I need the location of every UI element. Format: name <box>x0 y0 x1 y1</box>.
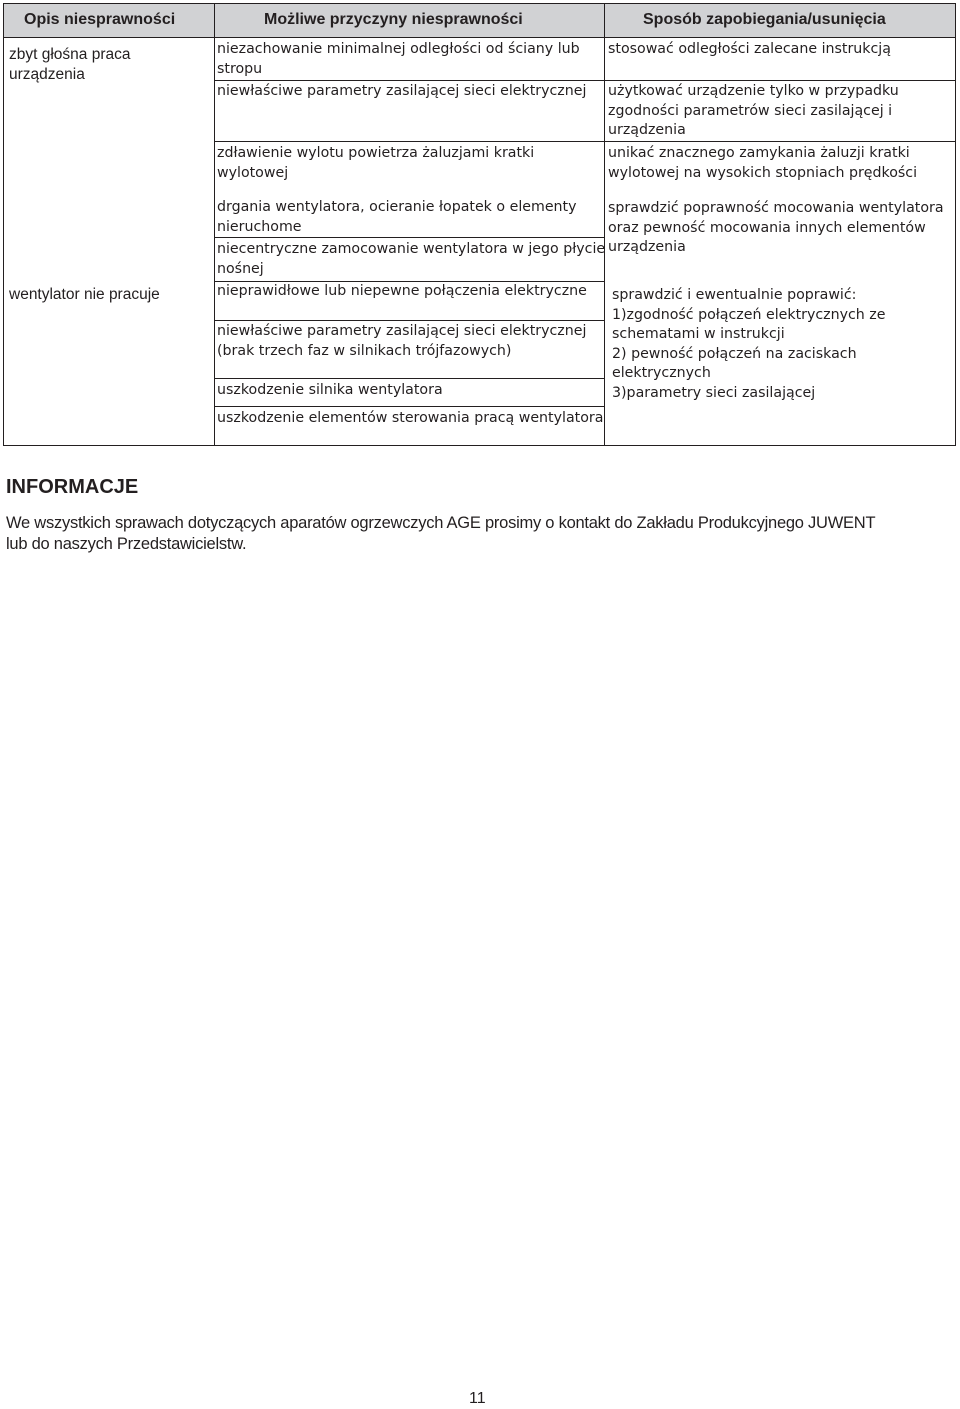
table-border-col1 <box>214 3 215 446</box>
cause-missing-phases: niewłaściwe parametry zasilającej sieci elektrycznej (brak trzech faz w silnikach trójfazowych) <box>217 323 587 359</box>
rule-cause-8 <box>214 406 605 407</box>
table-border-header-bottom <box>3 37 956 38</box>
cause-control-damage: uszkodzenie elementów sterowania pracą wentylatora <box>217 410 604 426</box>
table-border-bottom <box>3 445 956 446</box>
rule-cause-1 <box>214 80 605 81</box>
cause-off-center-mounting: niecentryczne zamocowanie wentylatora w jego płycie nośnej <box>217 241 606 277</box>
page-number: 11 <box>469 1390 486 1407</box>
remedy-use-matching-power: użytkować urządzenie tylko w przypadku zgodności parametrów sieci zasilającej i urządzenia <box>608 83 899 139</box>
rule-remedy-2 <box>604 141 956 142</box>
rule-cause-2 <box>214 141 605 142</box>
remedy-avoid-closing-louvres: unikać znacznego zamykania żaluzji kratki wylotowej na wysokich stopniach prędkości <box>608 145 918 181</box>
table-border-col2 <box>604 3 605 446</box>
cause-fan-vibration: drgania wentylatora, ocieranie łopatek o elementy nieruchome <box>217 199 577 235</box>
header-description: Opis niesprawności <box>24 11 176 28</box>
rule-cause-6 <box>214 320 605 321</box>
table-border-left <box>3 3 4 446</box>
header-remedies: Sposób zapobiegania/usunięcia <box>643 11 886 28</box>
remedy-check-mounting: sprawdzić poprawność mocowania wentylatora oraz pewność mocowania innych elementów urządzenia <box>608 200 944 256</box>
table-border-right <box>955 3 956 446</box>
rule-remedy-1 <box>604 80 956 81</box>
info-heading: INFORMACJE <box>6 476 139 498</box>
cause-power-parameters: niewłaściwe parametry zasilającej sieci elektrycznej <box>217 83 587 99</box>
remedy-keep-distance: stosować odległości zalecane instrukcją <box>608 41 891 57</box>
rule-cause-7 <box>214 378 605 379</box>
symptom-fan-not-working: wentylator nie pracuje <box>9 286 160 303</box>
symptom-noisy-operation: zbyt głośna praca urządzenia <box>9 46 131 83</box>
remedy-check-and-fix: sprawdzić i ewentualnie poprawić: 1)zgodność połączeń elektrycznych ze schematami w instrukcji 2) pewność połączeń na zaciskach elektrycznych 3)parametry sieci zasilającej <box>612 287 886 401</box>
cause-bad-connections: nieprawidłowe lub niepewne połączenia elektryczne <box>217 283 587 299</box>
table-border-top <box>3 3 956 4</box>
header-causes: Możliwe przyczyny niesprawności <box>264 11 523 28</box>
cause-outlet-throttling: zdławienie wylotu powietrza żaluzjami kratki wylotowej <box>217 145 535 181</box>
cause-min-distance: niezachowanie minimalnej odległości od ściany lub stropu <box>217 41 580 77</box>
cause-motor-damage: uszkodzenie silnika wentylatora <box>217 382 443 398</box>
info-paragraph: We wszystkich sprawach dotyczących aparatów ogrzewczych AGE prosimy o kontakt do Zakładu Produkcyjnego JUWENT lub do naszych Przedstawicielstw. <box>6 514 876 553</box>
